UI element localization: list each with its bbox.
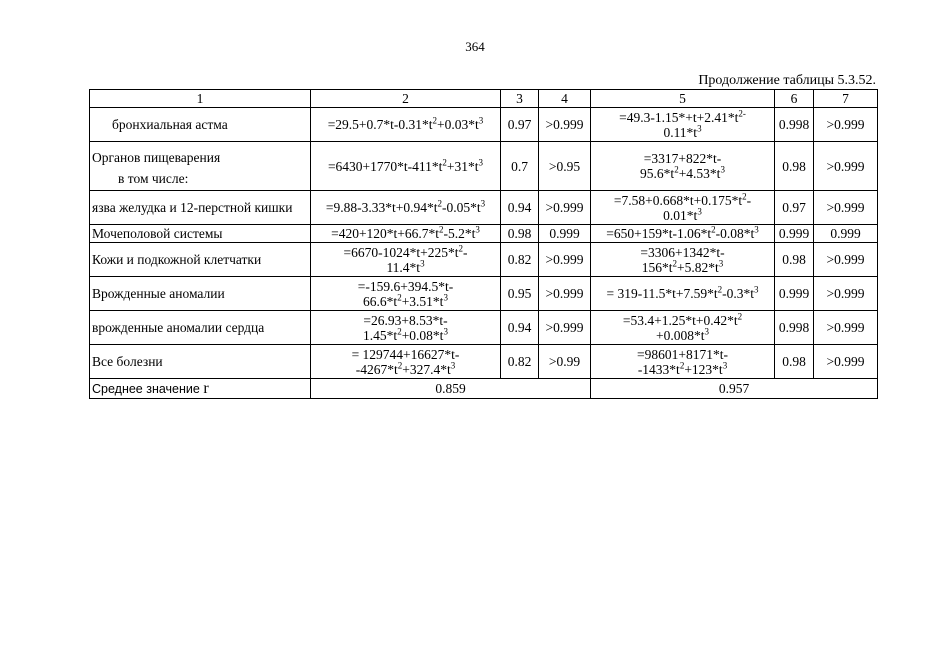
r-value-cell: 0.98	[775, 243, 814, 277]
formula-line: $+0.008*t^3$	[656, 326, 709, 343]
p-value-cell: >0.999	[814, 191, 878, 225]
disease-name: бронхиальная астма	[112, 117, 228, 132]
disease-name: врожденные аномалии сердца	[92, 320, 265, 335]
r-value-cell: 0.82	[501, 243, 539, 277]
table-row	[90, 243, 878, 277]
formula-cell: = $319-11.5*t+7.59*t^2-0.3*t^3$	[591, 277, 775, 311]
disease-name-cell	[90, 191, 311, 225]
p-value-cell: >0.999	[814, 108, 878, 142]
table-row	[90, 225, 878, 243]
r-value-cell: 0.998	[775, 311, 814, 345]
p-value-cell: >0.999	[814, 243, 878, 277]
disease-name: Кожи и подкожной клетчатки	[92, 252, 262, 267]
formula-line: $=6670-1024*t+225*t^2-$	[343, 243, 468, 260]
header-cell: 7	[814, 90, 878, 108]
table-row	[90, 142, 878, 191]
disease-name-cell	[90, 108, 311, 142]
mean-row	[90, 379, 878, 399]
formula-cell	[311, 311, 501, 345]
formula-line: $=7.58+0.668*t+0.175*t^2-$	[613, 191, 752, 208]
r-value-cell: 0.97	[501, 108, 539, 142]
table-row	[90, 191, 878, 225]
mean-label-cell	[90, 379, 311, 399]
formula-line: =26.93+8.53*t-	[363, 312, 448, 328]
r-value-cell: 0.7	[501, 142, 539, 191]
p-value-cell: >0.999	[814, 311, 878, 345]
table-row	[90, 345, 878, 379]
formula-line: = 129744+16627*t-	[351, 346, 460, 362]
formula-cell: $=420+120*t+66.7*t^2-5.2*t^3$	[311, 225, 501, 243]
disease-name: Врожденные аномалии	[92, 286, 225, 301]
p-value-cell: >0.999	[814, 142, 878, 191]
formula-line: $=49.3-1.15*+t+2.41*t^{2-}$	[619, 108, 746, 125]
formula-line: $156*t^2+5.82*t^3$	[641, 258, 724, 275]
page-number: 364	[465, 39, 485, 54]
disease-name: Органов пищеварения	[92, 150, 221, 165]
formula-line: $=53.4+1.25*t+0.42*t^2$	[622, 311, 743, 328]
table-row	[90, 277, 878, 311]
r-value-cell: 0.82	[501, 345, 539, 379]
r-value-cell: 0.999	[775, 277, 814, 311]
table-caption: Продолжение таблицы 5.3.52.	[698, 73, 876, 88]
formula-line: $0.01*t^3$	[663, 206, 702, 223]
header-row	[90, 90, 878, 108]
p-value-cell: >0.999	[539, 243, 591, 277]
disease-name-cell	[90, 277, 311, 311]
disease-name-cell	[90, 225, 311, 243]
regression-table	[89, 89, 878, 399]
disease-name: язва желудка и 12-перстной кишки	[92, 200, 293, 215]
formula-line: =3317+822*t-	[643, 151, 722, 166]
p-value-cell: >0.999	[814, 277, 878, 311]
header-cell: 2	[311, 90, 501, 108]
formula-cell	[591, 345, 775, 379]
formula-line: =3306+1342*t-	[640, 244, 725, 260]
formula-line: $95.6*t^2+4.53*t^3$	[640, 164, 725, 181]
p-value-cell: >0.95	[539, 142, 591, 191]
header-cell: 6	[775, 90, 814, 108]
r-value-cell: 0.998	[775, 108, 814, 142]
r-value-cell: 0.98	[775, 345, 814, 379]
formula-cell	[311, 243, 501, 277]
formula-cell	[591, 243, 775, 277]
disease-name-cell	[90, 311, 311, 345]
formula-cell	[591, 311, 775, 345]
header-cell: 5	[591, 90, 775, 108]
p-value-cell: >0.99	[539, 345, 591, 379]
p-value-cell: >0.999	[539, 191, 591, 225]
formula-line: $66.6*t^2+3.51*t^3$	[363, 292, 448, 309]
table-row	[90, 311, 878, 345]
p-value-cell: >0.999	[539, 108, 591, 142]
formula-line: $-1433*t^2+123*t^3$	[637, 360, 728, 377]
p-value-cell: 0.999	[539, 225, 591, 243]
formula-cell	[591, 142, 775, 191]
formula-cell	[591, 108, 775, 142]
r-value-cell: 0.999	[775, 225, 814, 243]
formula-cell: $=29.5+0.7*t-0.31*t^2+0.03*t^3$	[311, 108, 501, 142]
formula-cell	[311, 345, 501, 379]
mean-symbol: r	[203, 379, 209, 397]
header-cell: 3	[501, 90, 539, 108]
r-value-cell: 0.95	[501, 277, 539, 311]
formula-cell: $=9.88-3.33*t+0.94*t^2-0.05*t^3$	[311, 191, 501, 225]
formula-cell: $=6430+1770*t-411*t^2+31*t^3$	[311, 142, 501, 191]
formula-line: $1.45*t^2+0.08*t^3$	[363, 326, 448, 343]
header-cell: 1	[90, 90, 311, 108]
p-value-cell: >0.999	[814, 345, 878, 379]
mean-value-cell: 0.859	[311, 379, 591, 399]
formula-line: $11.4*t^3$	[386, 258, 425, 275]
disease-name-cell	[90, 142, 311, 191]
formula-cell	[591, 191, 775, 225]
disease-subtitle: в том числе:	[118, 171, 189, 186]
r-value-cell: 0.94	[501, 311, 539, 345]
p-value-cell: >0.999	[539, 311, 591, 345]
disease-name: Мочеполовой системы	[92, 226, 223, 241]
formula-cell: $=650+159*t-1.06*t^2-0.08*t^3$	[591, 225, 775, 243]
formula-cell	[311, 277, 501, 311]
formula-line: =-159.6+394.5*t-	[357, 278, 454, 294]
mean-value-cell: 0.957	[591, 379, 878, 399]
formula-line: =98601+8171*t-	[637, 346, 728, 362]
r-value-cell: 0.98	[775, 142, 814, 191]
r-value-cell: 0.97	[775, 191, 814, 225]
disease-name-cell	[90, 243, 311, 277]
disease-name: Все болезни	[92, 354, 163, 369]
formula-line: $0.11*t^3$	[663, 123, 702, 140]
p-value-cell: >0.999	[539, 277, 591, 311]
mean-label: Среднее значение	[92, 381, 204, 396]
header-cell: 4	[539, 90, 591, 108]
p-value-cell: 0.999	[814, 225, 878, 243]
table-row	[90, 108, 878, 142]
r-value-cell: 0.98	[501, 225, 539, 243]
formula-line: $-4267*t^2+327.4*t^3$	[355, 360, 456, 377]
disease-name-cell	[90, 345, 311, 379]
r-value-cell: 0.94	[501, 191, 539, 225]
